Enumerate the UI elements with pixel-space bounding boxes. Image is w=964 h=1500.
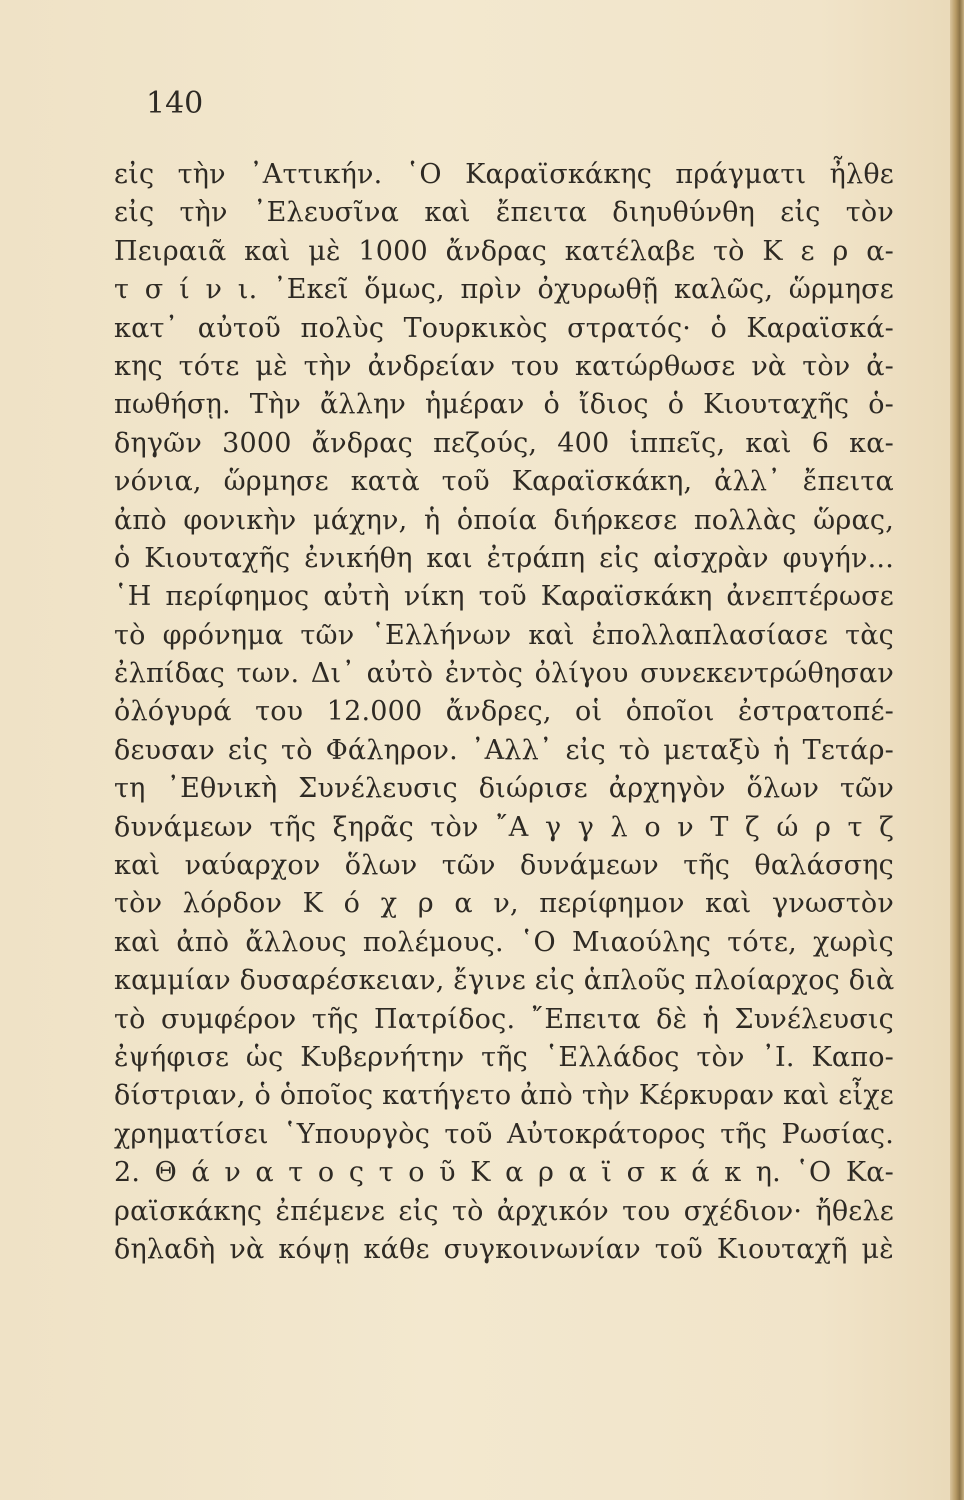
text-line: τὸ φρόνημα τῶν ῾Ελλήνων καὶ ἐπολλαπλασίασε τὰς [114, 619, 894, 651]
body-text [114, 156, 894, 1269]
text-line: εἰς τὴν ᾿Αττικήν. ῾Ο Καραϊσκάκης πράγματι ἦλθε [114, 159, 894, 190]
page-number: 140 [146, 86, 204, 121]
section-heading-line: 2. Θ ά ν α τ ο ς τ ο ῦ Κ α ρ α ϊ σ κ ά κ η. ῾Ο Κα- [114, 1157, 894, 1189]
text-line: εἰς τὴν ᾿Ελευσῖνα καὶ ἔπειτα διηυθύνθη εἰς τὸν [114, 197, 894, 229]
text-line: καμμίαν δυσαρέσκειαν, ἔγινε εἰς ἁπλοῦς πλοίαρχος διὰ [114, 965, 895, 997]
text-line: ἀπὸ φονικὴν μάχην, ἡ ὁποία διήρκεσε πολλὰς ὥρας, [114, 504, 894, 536]
text-line: δηλαδὴ νὰ κόψῃ κάθε συγκοινωνίαν τοῦ Κιουταχῆ μὲ [114, 1233, 894, 1265]
text-line: τὸν λόρδον Κ ό χ ρ α ν, περίφημον καὶ γνωστὸν [114, 888, 894, 920]
page-edge [950, 0, 964, 1500]
text-line: δηγῶν 3000 ἄνδρας πεζούς, 400 ἱππεῖς, καὶ 6 κα- [114, 427, 894, 459]
text-line: καὶ ναύαρχον ὅλων τῶν δυνάμεων τῆς θαλάσσης [114, 850, 894, 882]
text-line: τη ᾿Εθνικὴ Συνέλευσις διώρισε ἀρχηγὸν ὅλων τῶν [114, 773, 894, 805]
text-line: δυνάμεων τῆς ξηρᾶς τὸν ῎Α γ γ λ ο ν Τ ζ ώ ρ τ ζ [114, 811, 894, 843]
text-line: ῾Η περίφημος αὐτὴ νίκη τοῦ Καραϊσκάκη ἀνεπτέρωσε [114, 581, 894, 613]
text-line: κατ᾿ αὐτοῦ πολὺς Τουρκικὸς στρατός· ὁ Καραϊσκά- [114, 312, 894, 344]
text-line: δευσαν εἰς τὸ Φάληρον. ᾿Αλλ᾿ εἰς τὸ μεταξὺ ἡ Τετάρ- [114, 734, 894, 766]
text-line: δίστριαν, ὁ ὁποῖος κατήγετο ἀπὸ τὴν Κέρκυραν καὶ εἶχε [114, 1080, 894, 1112]
text-line: χρηματίσει ῾Υπουργὸς τοῦ Αὐτοκράτορος τῆς Ρωσίας. [114, 1118, 894, 1150]
text-line: ὀλόγυρά του 12.000 ἄνδρες, οἱ ὁποῖοι ἐστρατοπέ- [114, 696, 894, 728]
text-line: πωθήσῃ. Τὴν ἄλλην ἡμέραν ὁ ἴδιος ὁ Κιουταχῆς ὁ- [114, 389, 894, 421]
text-line: τ σ ί ν ι. ᾿Εκεῖ ὅμως, πρὶν ὀχυρωθῇ καλῶς, ὥρμησε [114, 274, 894, 306]
text-line: ὁ Κιουταχῆς ἐνικήθη και ἐτράπη εἰς αἰσχρὰν φυγήν... [114, 542, 894, 574]
text-line: ραϊσκάκης ἐπέμενε εἰς τὸ ἀρχικόν του σχέδιον· ἤθελε [114, 1195, 894, 1227]
text-line: Πειραιᾶ καὶ μὲ 1000 ἄνδρας κατέλαβε τὸ Κ ε ρ α- [114, 235, 894, 267]
text-line: ἐλπίδας των. Δι᾿ αὐτὸ ἐντὸς ὀλίγου συνεκεντρώθησαν [114, 658, 894, 690]
text-line: καὶ ἀπὸ ἄλλους πολέμους. ῾Ο Μιαούλης τότε, χωρὶς [114, 926, 894, 958]
text-line: κης τότε μὲ τὴν ἀνδρείαν του κατώρθωσε νὰ τὸν ἀ- [114, 350, 894, 382]
text-line: νόνια, ὥρμησε κατὰ τοῦ Καραϊσκάκη, ἀλλ᾿ ἔπειτα [114, 466, 894, 498]
text-line: τὸ συμφέρον τῆς Πατρίδος. ῎Επειτα δὲ ἡ Συνέλευσις [114, 1003, 894, 1035]
text-line: ἐψήφισε ὡς Κυβερνήτην τῆς ῾Ελλάδος τὸν ᾿Ι. Καπο- [114, 1041, 894, 1073]
